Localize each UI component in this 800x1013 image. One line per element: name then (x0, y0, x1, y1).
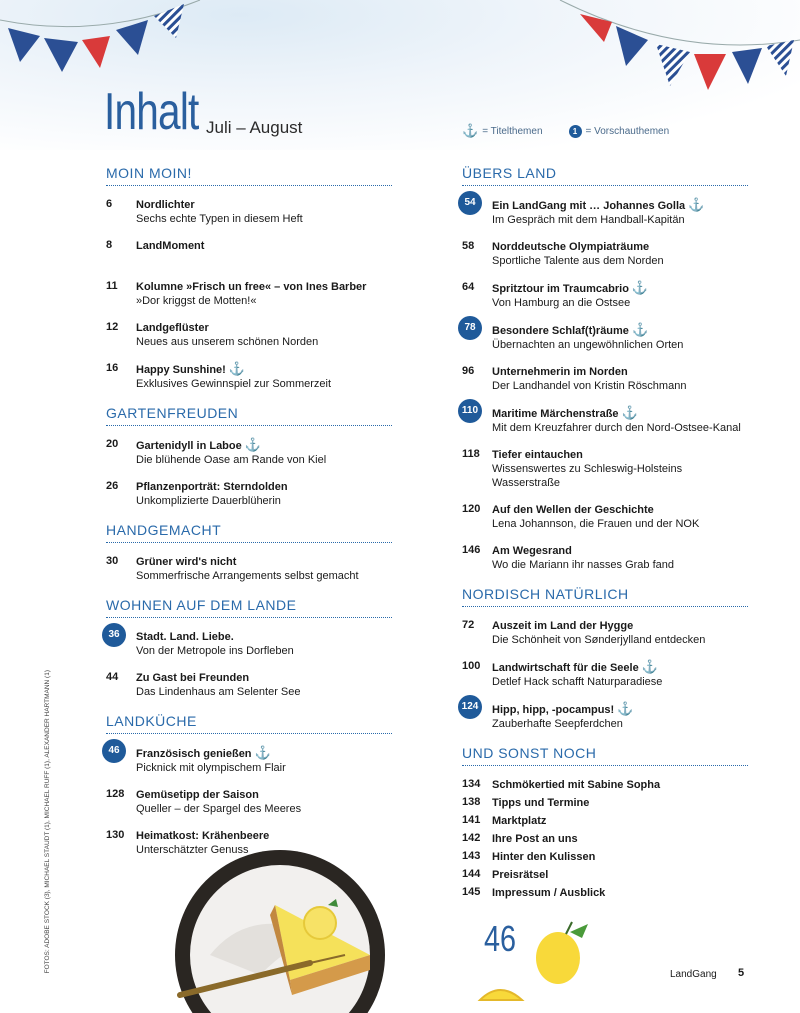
page-number: 138 (462, 796, 481, 808)
entry-description: Der Landhandel von Kristin Röschmann (492, 380, 687, 392)
page-number: 58 (462, 240, 475, 252)
entry-title-text: Heimatkost: Krähenbeere (136, 830, 270, 842)
toc-entry[interactable] (462, 814, 748, 828)
toc-entry[interactable] (462, 503, 748, 531)
entry-description: Unkomplizierte Dauerblüherin (136, 495, 281, 507)
entry-title (492, 702, 748, 717)
anchor-icon: ⚓ (631, 322, 649, 337)
page-number: 30 (106, 555, 119, 567)
entry-title (492, 868, 748, 882)
entry-title-text: Schmökertied mit Sabine Sopha (492, 779, 661, 791)
entry-description: Sechs echte Typen in diesem Heft (136, 213, 303, 225)
photo-credit: FOTOS: ADOBE STOCK (3), MICHAEL STAUDT (1), MICHAEL RUFF (1), ALEXANDER HARTMANN (1) (44, 670, 51, 974)
page-number: 64 (462, 281, 475, 293)
page-number: 44 (106, 671, 119, 683)
toc-entry[interactable] (462, 886, 748, 900)
lemon-illustration (470, 920, 610, 1013)
preview-page-badge: 124 (458, 695, 482, 719)
entry-description: Die Schönheit von Sønderjylland entdecken (492, 634, 706, 646)
entry-title-text: Tipps und Termine (492, 797, 590, 809)
anchor-icon: ⚓ (641, 659, 658, 674)
entry-title-text: Tiefer eintauchen (492, 449, 583, 461)
entry-description: Die blühende Oase am Rande von Kiel (136, 454, 327, 466)
section-heading: GARTENFREUDEN (106, 405, 392, 426)
entry-title-text: Hipp, hipp, -pocampus! (492, 704, 615, 716)
entry-title (136, 630, 392, 644)
page-number: 128 (106, 788, 125, 800)
entry-title-text: Landgeflüster (136, 322, 209, 334)
preview-page-badge: 78 (458, 316, 482, 340)
entry-description: Sportliche Talente aus dem Norden (492, 255, 664, 267)
entry-description: Lena Johannson, die Frauen und der NOK (492, 518, 700, 530)
entry-title (492, 778, 748, 792)
footer-page-number: 5 (738, 967, 745, 979)
entry-title (136, 555, 392, 569)
toc-entry[interactable] (462, 544, 748, 572)
entry-title-text: Hinter den Kulissen (492, 851, 596, 863)
toc-entry[interactable] (106, 438, 392, 467)
entry-title-text: Zu Gast bei Freunden (136, 672, 250, 684)
toc-entry[interactable] (462, 448, 748, 490)
toc-entry[interactable] (462, 796, 748, 810)
toc-entry[interactable] (462, 868, 748, 882)
entry-title (136, 362, 392, 377)
entry-description: Unterschätzter Genuss (136, 844, 249, 856)
page-number: 11 (106, 280, 118, 292)
page-number: 100 (462, 660, 481, 672)
toc-entry[interactable] (106, 480, 392, 508)
entry-title (492, 814, 748, 828)
entry-title (136, 438, 392, 453)
toc-section (106, 165, 392, 391)
entry-description: Wissenswertes zu Schleswig-Holsteins Wasserstraße (492, 463, 683, 489)
entry-description: Picknick mit olympischem Flair (136, 762, 286, 774)
toc-left-column (106, 165, 392, 871)
entry-title-text: Spritztour im Traumcabrio (492, 283, 629, 295)
toc-entry[interactable] (106, 362, 392, 391)
toc-entry[interactable] (106, 239, 392, 267)
section-heading: UND SONST NOCH (462, 745, 748, 766)
toc-entry[interactable] (462, 281, 748, 310)
page-title: Inhalt (104, 83, 199, 141)
entry-title (492, 240, 748, 254)
entry-title-text: Unternehmerin im Norden (492, 366, 628, 378)
page-number: 146 (462, 544, 481, 556)
entry-title-text: Marktplatz (492, 815, 547, 827)
toc-section (106, 713, 392, 857)
entry-title-text: Grüner wird's nicht (136, 556, 237, 568)
entry-description: Wo die Mariann ihr nasses Grab fand (492, 559, 674, 571)
toc-entry[interactable] (462, 198, 748, 227)
page-number: 12 (106, 321, 119, 333)
entry-description: Das Lindenhaus am Selenter See (136, 686, 301, 698)
lemon-tart-photo (170, 845, 390, 1013)
entry-title-text: Impressum / Ausblick (492, 887, 606, 899)
entry-title-text: LandMoment (136, 240, 205, 252)
toc-entry[interactable] (462, 832, 748, 846)
anchor-icon: ⚓ (621, 405, 638, 420)
section-heading: WOHNEN AUF DEM LANDE (106, 597, 392, 618)
preview-page-badge: 54 (458, 191, 482, 215)
entry-title (136, 788, 392, 802)
page-number: 144 (462, 868, 481, 880)
big-page-number: 46 (484, 918, 517, 959)
anchor-icon: ⚓ (688, 197, 705, 212)
toc-entry[interactable] (462, 660, 748, 689)
entry-title (492, 850, 748, 864)
anchor-icon: ⚓ (254, 745, 271, 760)
page-number: 6 (106, 198, 113, 210)
entry-title (492, 619, 748, 633)
page-number: 120 (462, 503, 481, 515)
toc-entry[interactable] (106, 321, 392, 349)
entry-description: Mit dem Kreuzfahrer durch den Nord-Ostsee-Kanal (492, 422, 741, 434)
entry-title-text: Preisrätsel (492, 869, 549, 881)
toc-section (462, 586, 748, 731)
entry-description: Exklusives Gewinnspiel zur Sommerzeit (136, 378, 332, 390)
entry-title-text: Gemüsetipp der Saison (136, 789, 259, 801)
section-heading: HANDGEMACHT (106, 522, 392, 543)
entry-title-text: Landwirtschaft für die Seele (492, 662, 639, 674)
entry-description: Sommerfrische Arrangements selbst gemacht (136, 570, 359, 582)
page-number: 16 (106, 362, 119, 374)
entry-title (492, 886, 748, 900)
issue-date: Juli – August (206, 118, 303, 137)
entry-description: Zauberhafte Seepferdchen (492, 718, 623, 730)
entry-title (492, 660, 748, 675)
page-number: 26 (106, 480, 119, 492)
toc-entry[interactable] (462, 240, 748, 268)
entry-title (492, 796, 748, 810)
toc-entry[interactable] (106, 555, 392, 583)
section-heading: LANDKÜCHE (106, 713, 392, 734)
toc-entry[interactable] (462, 323, 748, 352)
toc-entry[interactable] (106, 198, 392, 226)
legend-anchor-label: = Titelthemen (482, 125, 543, 137)
anchor-icon: ⚓ (617, 701, 634, 716)
entry-title (492, 365, 748, 379)
entry-title-text: Ein LandGang mit … Johannes Golla (492, 200, 686, 212)
page-number: 142 (462, 832, 481, 844)
entry-title (136, 239, 392, 253)
toc-entry[interactable] (462, 619, 748, 647)
entry-title (492, 281, 748, 296)
toc-entry[interactable] (462, 702, 748, 731)
entry-title (136, 671, 392, 685)
toc-entry[interactable] (106, 788, 392, 816)
preview-page-badge: 36 (102, 623, 126, 647)
toc-entry[interactable] (106, 280, 392, 308)
entry-description: Neues aus unserem schönen Norden (136, 336, 319, 348)
section-heading: MOIN MOIN! (106, 165, 392, 186)
page-number: 130 (106, 829, 125, 841)
entry-description: Übernachten an ungewöhnlichen Orten (492, 339, 684, 351)
entry-description: Detlef Hack schafft Naturparadiese (492, 676, 663, 688)
toc-section (106, 405, 392, 508)
entry-title (492, 544, 748, 558)
entry-title-text: Stadt. Land. Liebe. (136, 631, 234, 643)
entry-title-text: Auf den Wellen der Geschichte (492, 504, 654, 516)
entry-title-text: Gartenidyll in Laboe (136, 440, 242, 452)
page-number: 8 (106, 239, 113, 251)
page-number: 118 (462, 448, 480, 460)
entry-title (136, 480, 392, 494)
entry-title-text: Kolumne »Frisch un free« – von Ines Barber (136, 281, 367, 293)
entry-title (492, 198, 748, 213)
toc-section (462, 745, 748, 900)
legend (462, 123, 669, 139)
entry-description: Im Gespräch mit dem Handball-Kapitän (492, 214, 685, 226)
page-number: 20 (106, 438, 119, 450)
toc-entry[interactable] (462, 406, 748, 435)
page-number: 96 (462, 365, 475, 377)
anchor-icon: ⚓ (228, 361, 246, 376)
entry-title-text: Besondere Schlaf(t)räume (492, 325, 629, 337)
entry-title (492, 503, 748, 517)
entry-title (492, 832, 748, 846)
toc-entry[interactable] (462, 778, 748, 792)
toc-section (106, 597, 392, 699)
section-heading: NORDISCH NATÜRLICH (462, 586, 748, 607)
anchor-icon: ⚓ (462, 123, 479, 138)
entry-title (492, 448, 748, 462)
legend-preview-label: = Vorschauthemen (585, 125, 670, 137)
preview-dot-icon: 1 (569, 125, 582, 138)
entry-description: »Dor kriggst de Motten!« (136, 295, 257, 307)
entry-title-text: Französisch genießen (136, 748, 252, 760)
toc-entry[interactable] (106, 746, 392, 775)
entry-title (136, 829, 392, 843)
toc-entry[interactable] (106, 630, 392, 658)
entry-title (492, 406, 748, 421)
entry-title-text: Norddeutsche Olympiaträume (492, 241, 650, 253)
entry-title-text: Maritime Märchenstraße (492, 408, 619, 420)
entry-title (136, 321, 392, 335)
page-number: 72 (462, 619, 475, 631)
entry-title (136, 280, 392, 294)
entry-description: Von der Metropole ins Dorfleben (136, 645, 294, 657)
entry-title-text: Auszeit im Land der Hygge (492, 620, 634, 632)
toc-section (106, 522, 392, 583)
entry-title-text: Am Wegesrand (492, 545, 572, 557)
entry-title-text: Ihre Post an uns (492, 833, 578, 845)
entry-title (136, 746, 392, 761)
anchor-icon: ⚓ (244, 437, 261, 452)
section-heading: ÜBERS LAND (462, 165, 748, 186)
anchor-icon: ⚓ (631, 280, 649, 295)
entry-title (136, 198, 392, 212)
page-number: 134 (462, 778, 481, 790)
toc-entry[interactable] (106, 671, 392, 699)
entry-title-text: Happy Sunshine! (136, 364, 226, 376)
entry-description: Von Hamburg an die Ostsee (492, 297, 631, 309)
toc-entry[interactable] (462, 365, 748, 393)
page-number: 145 (462, 886, 481, 898)
entry-title (492, 323, 748, 338)
footer-brand: LandGang (670, 969, 717, 980)
preview-page-badge: 46 (102, 739, 126, 763)
page-number: 143 (462, 850, 481, 862)
toc-right-column (462, 165, 748, 914)
toc-entry[interactable] (462, 850, 748, 864)
entry-title-text: Pflanzenporträt: Sterndolden (136, 481, 288, 493)
entry-title-text: Nordlichter (136, 199, 195, 211)
toc-section (462, 165, 748, 572)
entry-description: Queller – der Spargel des Meeres (136, 803, 302, 815)
page-number: 141 (462, 814, 481, 826)
preview-page-badge: 110 (458, 399, 482, 423)
